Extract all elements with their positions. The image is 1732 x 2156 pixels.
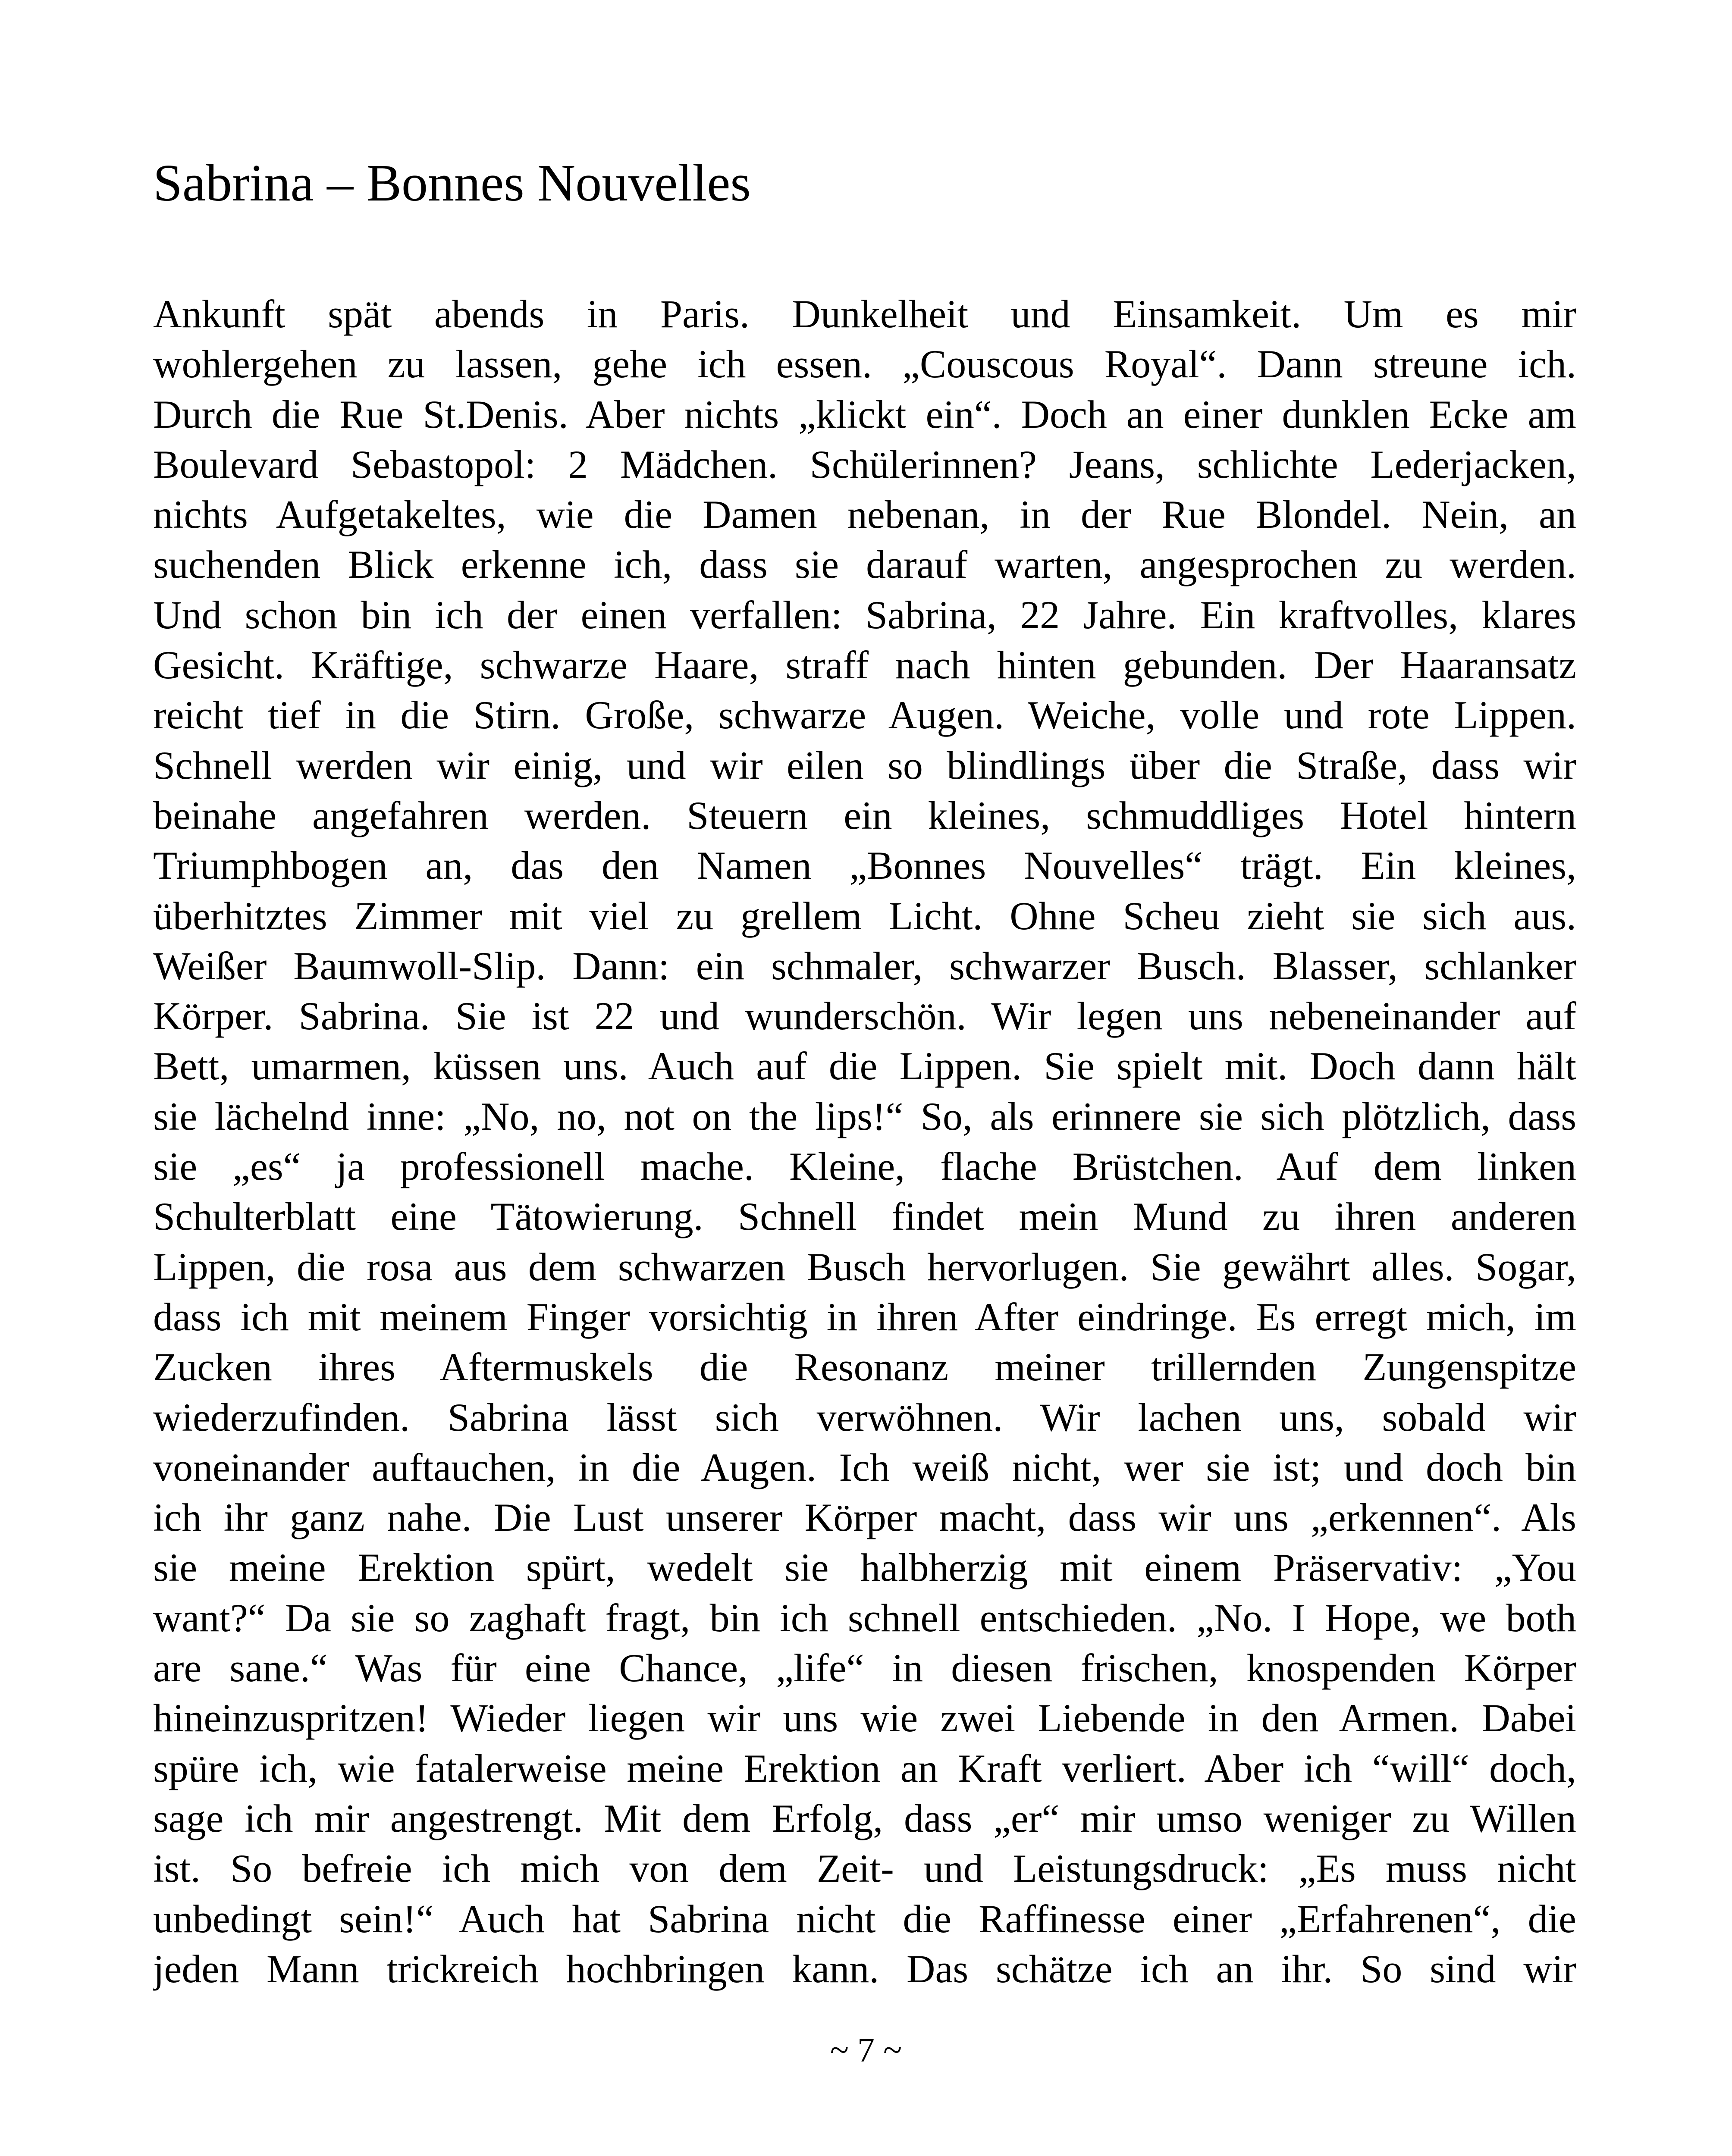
text-line: reicht tief in die Stirn. Große, schwarze Augen. Weiche, volle und rote Lippen. xyxy=(153,693,1576,737)
text-line: Schnell werden wir einig, und wir eilen so blindlings über die Straße, dass wir xyxy=(153,743,1576,787)
text-line: beinahe angefahren werden. Steuern ein kleines, schmuddliges Hotel hintern xyxy=(153,793,1576,837)
text-line: sie lächelnd inne: „No, no, not on the lips!“ So, als erinnere sie sich plötzlich, dass xyxy=(153,1094,1576,1138)
text-line: überhitztes Zimmer mit viel zu grellem Licht. Ohne Scheu zieht sie sich aus. xyxy=(153,893,1576,938)
text-line: jeden Mann trickreich hochbringen kann. Das schätze ich an ihr. So sind wir xyxy=(153,1946,1576,1991)
text-line: Gesicht. Kräftige, schwarze Haare, straff nach hinten gebunden. Der Haaransatz xyxy=(153,643,1576,687)
text-line: Durch die Rue St.Denis. Aber nichts „klickt ein“. Doch an einer dunklen Ecke am xyxy=(153,392,1576,436)
text-line: Bett, umarmen, küssen uns. Auch auf die Lippen. Sie spielt mit. Doch dann hält xyxy=(153,1044,1576,1088)
text-line: Boulevard Sebastopol: 2 Mädchen. Schülerinnen? Jeans, schlichte Lederjacken, xyxy=(153,442,1576,486)
text-line: nichts Aufgetakeltes, wie die Damen nebenan, in der Rue Blondel. Nein, an xyxy=(153,492,1576,537)
text-line: Lippen, die rosa aus dem schwarzen Busch hervorlugen. Sie gewährt alles. Sogar, xyxy=(153,1244,1576,1289)
text-line: Körper. Sabrina. Sie ist 22 und wunderschön. Wir legen uns nebeneinander auf xyxy=(153,994,1576,1038)
text-line: suchenden Blick erkenne ich, dass sie darauf warten, angesprochen zu werden. xyxy=(153,542,1576,587)
page-number: ~ 7 ~ xyxy=(830,2031,902,2069)
text-line: Ankunft spät abends in Paris. Dunkelheit und Einsamkeit. Um es mir xyxy=(153,292,1576,336)
text-line: Zucken ihres Aftermuskels die Resonanz meiner trillernden Zungenspitze xyxy=(153,1345,1576,1389)
text-line: wiederzufinden. Sabrina lässt sich verwöhnen. Wir lachen uns, sobald wir xyxy=(153,1395,1576,1439)
text-line: Schulterblatt eine Tätowierung. Schnell findet mein Mund zu ihren anderen xyxy=(153,1194,1576,1239)
body-text xyxy=(153,289,1576,1994)
text-line: dass ich mit meinem Finger vorsichtig in ihren After eindringe. Es erregt mich, im xyxy=(153,1294,1576,1339)
text-line: ich ihr ganz nahe. Die Lust unserer Körper macht, dass wir uns „erkennen“. Als xyxy=(153,1495,1576,1540)
text-line: Weißer Baumwoll-Slip. Dann: ein schmaler, schwarzer Busch. Blasser, schlanker xyxy=(153,943,1576,988)
text-line: ist. So befreie ich mich von dem Zeit- und Leistungsdruck: „Es muss nicht xyxy=(153,1846,1576,1891)
text-line: want?“ Da sie so zaghaft fragt, bin ich schnell entschieden. „No. I Hope, we both xyxy=(153,1595,1576,1640)
text-line: Und schon bin ich der einen verfallen: Sabrina, 22 Jahre. Ein kraftvolles, klares xyxy=(153,592,1576,637)
text-line: sie meine Erektion spürt, wedelt sie halbherzig mit einem Präservativ: „You xyxy=(153,1545,1576,1590)
text-line: hineinzuspritzen! Wieder liegen wir uns wie zwei Liebende in den Armen. Dabei xyxy=(153,1696,1576,1740)
text-line: voneinander auftauchen, in die Augen. Ich weiß nicht, wer sie ist; und doch bin xyxy=(153,1445,1576,1489)
text-line: sage ich mir angestrengt. Mit dem Erfolg, dass „er“ mir umso weniger zu Willen xyxy=(153,1796,1576,1840)
text-line: unbedingt sein!“ Auch hat Sabrina nicht die Raffinesse einer „Erfahrenen“, die xyxy=(153,1896,1576,1941)
text-line: Triumphbogen an, das den Namen „Bonnes Nouvelles“ trägt. Ein kleines, xyxy=(153,843,1576,888)
text-line: wohlergehen zu lassen, gehe ich essen. „Couscous Royal“. Dann streune ich. xyxy=(153,342,1576,386)
text-line: are sane.“ Was für eine Chance, „life“ in diesen frischen, knospenden Körper xyxy=(153,1646,1576,1690)
chapter-title: Sabrina – Bonnes Nouvelles xyxy=(153,154,751,212)
text-line: spüre ich, wie fatalerweise meine Erektion an Kraft verliert. Aber ich “will“ doch, xyxy=(153,1746,1576,1790)
text-line: sie „es“ ja professionell mache. Kleine, flache Brüstchen. Auf dem linken xyxy=(153,1144,1576,1189)
